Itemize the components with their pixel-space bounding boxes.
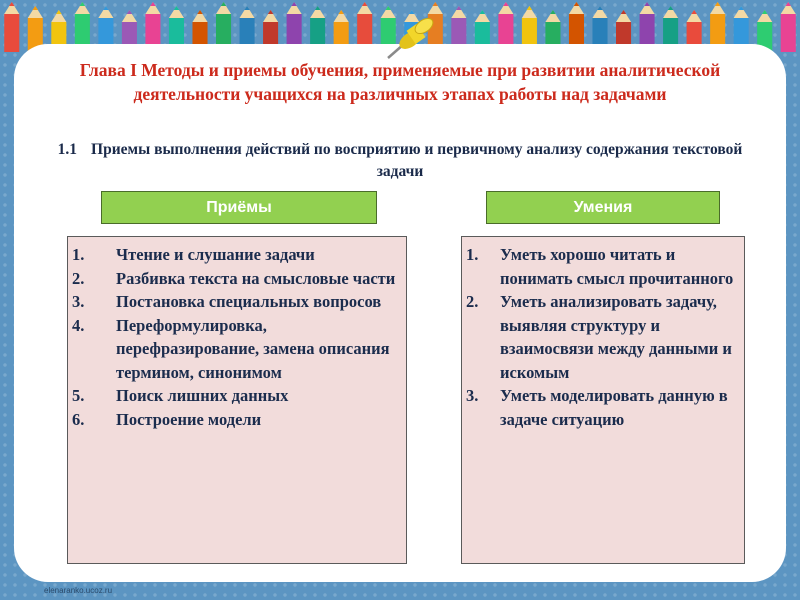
section-subtitle bbox=[48, 139, 752, 183]
skills-box bbox=[461, 236, 745, 564]
list-item: 5. Поиск лишних данных bbox=[72, 386, 289, 405]
list-item: 4. Переформулировка, перефразирование, замена описания термином, синонимом bbox=[72, 315, 390, 382]
list-item: 6. Построение модели bbox=[72, 409, 262, 429]
page-title: Глава I Методы и приемы обучения, применяемые при развитии аналитической деятельности учащихся на различных этапах работы над задачами bbox=[79, 60, 721, 104]
skills-header: Умения bbox=[486, 191, 720, 224]
pencil-icon bbox=[781, 2, 796, 52]
pushpin-icon bbox=[380, 14, 436, 64]
list-item: 2. Уметь анализировать задачу, выявляя структуру и взаимосвязи между данными и искомым bbox=[466, 292, 732, 382]
watermark: elenaranko.ucoz.ru bbox=[44, 586, 113, 595]
techniques-box bbox=[67, 236, 407, 564]
techniques-header: Приёмы bbox=[101, 191, 377, 224]
section-number: 1.1 bbox=[57, 141, 78, 158]
list-item: 1. Чтение и слушание задачи bbox=[72, 245, 315, 264]
skills-list bbox=[466, 243, 738, 431]
list-item: 2. Разбивка текста на смысловые части bbox=[72, 268, 396, 288]
list-item: 3. Уметь моделировать данную в задаче ситуацию bbox=[466, 386, 728, 429]
pencil-icon bbox=[4, 2, 19, 52]
list-item: 1. Уметь хорошо читать и понимать смысл прочитанного bbox=[466, 245, 734, 288]
section-subtitle-text: Приемы выполнения действий по восприятию и первичному анализу содержания текстовой задачи bbox=[91, 141, 743, 180]
techniques-list bbox=[72, 243, 398, 431]
list-item: 3. Постановка специальных вопросов bbox=[72, 292, 382, 311]
